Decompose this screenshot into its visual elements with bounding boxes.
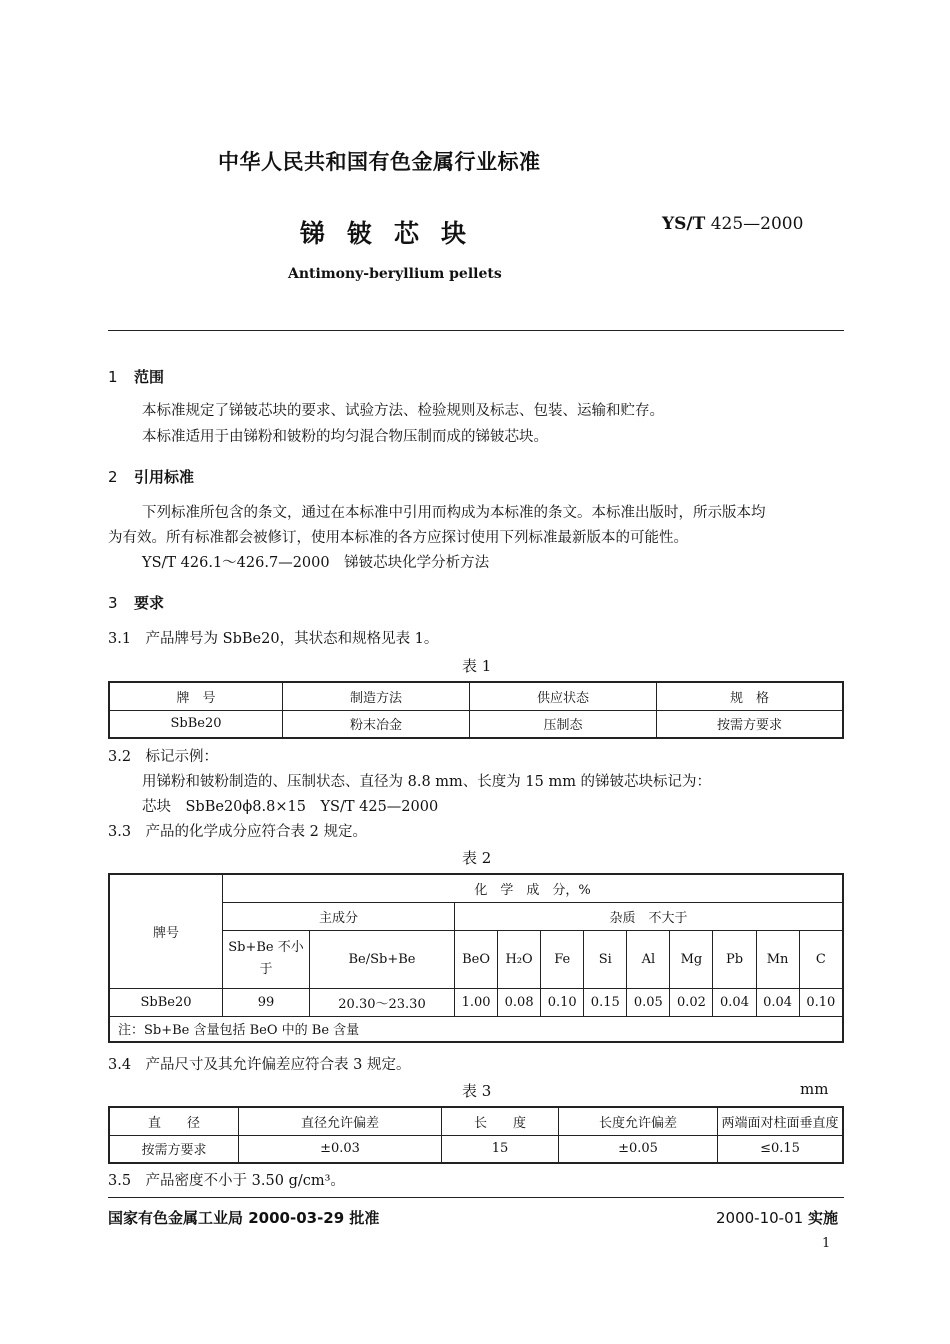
table-header-cell: 供应状态	[470, 682, 657, 710]
section-number: 3	[108, 594, 118, 612]
table-header-cell: 长度允许偏差	[559, 1107, 718, 1135]
table-cell: 0.10	[799, 988, 843, 1016]
table-header-cell: 牌号	[109, 874, 223, 988]
table-header-cell: Si	[584, 930, 627, 988]
table-header-cell: Be/Sb+Be	[310, 930, 455, 988]
table-cell: 0.02	[670, 988, 713, 1016]
paragraph: 下列标准所包含的条文，通过在本标准中引用而构成为本标准的条文。本标准出版时，所示版本均	[142, 505, 766, 521]
table-2	[108, 873, 844, 1043]
table-cell: SbBe20	[109, 710, 283, 738]
section-title: 范围	[134, 368, 165, 386]
paragraph: 本标准规定了锑铍芯块的要求、试验方法、检验规则及标志、包装、运输和贮存。	[142, 403, 664, 419]
table-header-cell: 直 径	[109, 1107, 239, 1135]
section-1-heading	[108, 366, 164, 387]
section-3-heading	[108, 592, 164, 613]
table-cell: ≤0.15	[718, 1135, 844, 1163]
reference-standard: YS/T 426.1～426.7—2000 锑铍芯块化学分析方法	[142, 555, 490, 571]
document-title-en: Antimony-beryllium pellets	[288, 266, 502, 282]
table-header-cell: 主成分	[223, 902, 455, 930]
doc-code-number: 425—2000	[710, 214, 804, 234]
section-number: 2	[108, 468, 118, 486]
table-header-cell: 长 度	[442, 1107, 559, 1135]
section-title: 要求	[134, 594, 165, 612]
table-header-cell: 规 格	[657, 682, 844, 710]
table-cell: 0.04	[756, 988, 799, 1016]
table-cell: 按需方要求	[657, 710, 844, 738]
table-cell: 0.05	[627, 988, 670, 1016]
clause-3-3: 3.3 产品的化学成分应符合表 2 规定。	[108, 824, 368, 840]
table-header-cell: 制造方法	[283, 682, 470, 710]
table-header-cell: Sb+Be 不小于	[223, 930, 310, 988]
footer-divider	[108, 1197, 844, 1198]
table-cell: 0.10	[541, 988, 584, 1016]
approval-line: 国家有色金属工业局 2000-03-29 批准	[108, 1209, 380, 1227]
standard-title: 中华人民共和国有色金属行业标准	[218, 150, 541, 174]
table-header-cell: 两端面对柱面垂直度	[718, 1107, 844, 1135]
implementation-line	[716, 1207, 838, 1228]
implementation-label: 实施	[807, 1209, 838, 1227]
table-note: 注：Sb+Be 含量包括 BeO 中的 Be 含量	[109, 1016, 843, 1042]
table-cell: ±0.05	[559, 1135, 718, 1163]
table-header-cell: 化 学 成 分，%	[223, 874, 844, 902]
marking-example: 芯块 SbBe20ϕ8.8×15 YS/T 425—2000	[142, 799, 439, 815]
paragraph: 为有效。所有标准都会被修订，使用本标准的各方应探讨使用下列标准最新版本的可能性。	[108, 530, 688, 546]
document-code	[662, 214, 803, 234]
table-1-caption: 表 1	[462, 657, 492, 675]
section-2-heading	[108, 466, 194, 487]
paragraph: 用锑粉和铍粉制造的、压制状态、直径为 8.8 mm、长度为 15 mm 的锑铍芯块标记为：	[142, 774, 712, 790]
table-cell: 0.15	[584, 988, 627, 1016]
document-title: 锑铍芯块	[300, 219, 489, 248]
header-divider	[108, 330, 844, 331]
table-header-cell: Al	[627, 930, 670, 988]
table-header-cell: Fe	[541, 930, 584, 988]
clause-3-4: 3.4 产品尺寸及其允许偏差应符合表 3 规定。	[108, 1057, 411, 1073]
clause-3-2: 3.2 标记示例：	[108, 749, 219, 765]
table-cell: 0.04	[713, 988, 756, 1016]
table-3-caption: 表 3	[462, 1082, 492, 1100]
table-header-cell: 直径允许偏差	[239, 1107, 442, 1135]
page-number: 1	[822, 1236, 831, 1251]
table-cell: 20.30～23.30	[310, 988, 455, 1016]
table-cell: 1.00	[455, 988, 498, 1016]
table-header-cell: H₂O	[498, 930, 541, 988]
table-header-cell: Pb	[713, 930, 756, 988]
table-3-unit: mm	[800, 1080, 829, 1098]
table-2-caption: 表 2	[462, 849, 492, 867]
paragraph: 本标准适用于由锑粉和铍粉的均匀混合物压制而成的锑铍芯块。	[142, 429, 548, 445]
clause-3-1: 3.1 产品牌号为 SbBe20，其状态和规格见表 1。	[108, 631, 439, 647]
doc-code-prefix: YS/T	[662, 214, 706, 234]
table-cell: ±0.03	[239, 1135, 442, 1163]
table-cell: SbBe20	[109, 988, 223, 1016]
table-cell: 99	[223, 988, 310, 1016]
implementation-date: 2000-10-01	[716, 1209, 804, 1227]
table-cell: 压制态	[470, 710, 657, 738]
section-title: 引用标准	[134, 468, 195, 486]
table-1	[108, 681, 844, 739]
table-cell: 0.08	[498, 988, 541, 1016]
table-header-cell: BeO	[455, 930, 498, 988]
table-cell: 按需方要求	[109, 1135, 239, 1163]
table-3	[108, 1106, 844, 1164]
table-cell: 粉末冶金	[283, 710, 470, 738]
table-header-cell: 牌 号	[109, 682, 283, 710]
table-cell: 15	[442, 1135, 559, 1163]
table-header-cell: C	[799, 930, 843, 988]
section-number: 1	[108, 368, 118, 386]
table-header-cell: 杂质 不大于	[455, 902, 844, 930]
table-header-cell: Mn	[756, 930, 799, 988]
clause-3-5: 3.5 产品密度不小于 3.50 g/cm³。	[108, 1173, 345, 1189]
table-header-cell: Mg	[670, 930, 713, 988]
